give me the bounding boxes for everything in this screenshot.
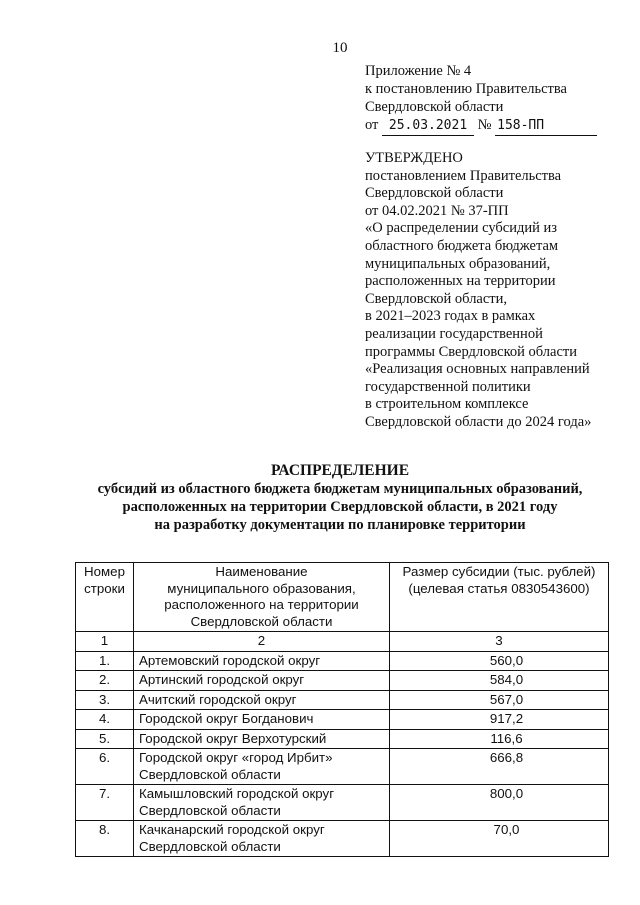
row-number: 3. bbox=[76, 690, 134, 710]
header-text: муниципального образования, bbox=[167, 580, 356, 596]
subsidy-amount: 666,8 bbox=[390, 749, 609, 785]
table-row bbox=[76, 671, 609, 691]
page-number: 10 bbox=[332, 40, 348, 56]
row-number: 2. bbox=[76, 671, 134, 691]
appendix-line-2: к постановлению Правительства bbox=[365, 81, 567, 97]
table-row bbox=[76, 690, 609, 710]
date-prefix: от bbox=[365, 117, 379, 133]
municipality-name bbox=[134, 821, 390, 857]
municipality-name bbox=[134, 690, 390, 710]
heading-line: субсидий из областного бюджета бюджетам муниципальных образований, bbox=[97, 481, 583, 497]
municipality-name bbox=[134, 671, 390, 691]
approved-line: расположенных на территории bbox=[365, 273, 556, 290]
approved-line: Свердловской области bbox=[365, 185, 504, 202]
approved-line: программы Свердловской области bbox=[365, 343, 578, 360]
row-number: 7. bbox=[76, 785, 134, 821]
header-row-number bbox=[76, 563, 134, 632]
approved-line: Свердловской области, bbox=[365, 290, 508, 307]
approved-line: областного бюджета бюджетам bbox=[365, 237, 559, 254]
municipality-name bbox=[134, 651, 390, 671]
name-line: Ачитский городской округ bbox=[139, 691, 297, 707]
name-line: Камышловский городской округ bbox=[139, 786, 335, 801]
subsidy-amount: 116,6 bbox=[390, 729, 609, 749]
table-header-row bbox=[76, 563, 609, 632]
subsidy-table bbox=[75, 562, 609, 857]
name-line: Свердловской области bbox=[139, 802, 281, 818]
subsidy-amount: 70,0 bbox=[390, 821, 609, 857]
approved-line: Свердловской области до 2024 года» bbox=[365, 413, 592, 430]
column-number: 1 bbox=[76, 632, 134, 652]
subsidy-amount: 917,2 bbox=[390, 710, 609, 730]
header-text: Размер субсидии (тыс. рублей) bbox=[402, 564, 596, 579]
table-row bbox=[76, 710, 609, 730]
appendix-date-line bbox=[365, 116, 597, 136]
approved-block bbox=[365, 150, 591, 432]
row-number: 6. bbox=[76, 749, 134, 785]
name-line: Свердловской области bbox=[139, 838, 281, 854]
resolution-date: 25.03.2021 bbox=[382, 117, 474, 136]
approved-line: в строительном комплексе bbox=[365, 396, 529, 413]
municipality-name bbox=[134, 710, 390, 730]
name-line: Артемовский городской округ bbox=[139, 652, 321, 668]
appendix-line-1: Приложение № 4 bbox=[365, 63, 472, 79]
row-number: 4. bbox=[76, 710, 134, 730]
table-row bbox=[76, 651, 609, 671]
row-number: 8. bbox=[76, 821, 134, 857]
column-number: 3 bbox=[390, 632, 609, 652]
subsidy-amount: 584,0 bbox=[390, 671, 609, 691]
municipality-name bbox=[134, 729, 390, 749]
approved-line: от 04.02.2021 № 37-ПП bbox=[365, 202, 509, 219]
approved-line: в 2021–2023 годах в рамках bbox=[365, 308, 536, 325]
row-number: 1. bbox=[76, 651, 134, 671]
header-text: Наименование bbox=[215, 564, 308, 579]
header-text: строки bbox=[84, 580, 125, 596]
name-line: Городской округ Верхотурский bbox=[139, 730, 327, 746]
header-text: Свердловской области bbox=[190, 613, 333, 629]
column-number-row bbox=[76, 632, 609, 652]
municipality-name bbox=[134, 749, 390, 785]
number-prefix: № bbox=[477, 117, 492, 133]
name-line: Городской округ Богданович bbox=[139, 711, 314, 726]
approved-line: муниципальных образований, bbox=[365, 255, 551, 272]
name-line: Свердловской области bbox=[139, 766, 281, 782]
subsidy-amount: 800,0 bbox=[390, 785, 609, 821]
municipality-name bbox=[134, 785, 390, 821]
table-row bbox=[76, 729, 609, 749]
header-amount bbox=[390, 563, 609, 632]
subsidy-amount: 560,0 bbox=[390, 651, 609, 671]
appendix-line-3: Свердловской области bbox=[365, 99, 504, 115]
resolution-number: 158-ПП bbox=[495, 117, 597, 136]
approved-line: государственной политики bbox=[365, 378, 531, 395]
approved-line: реализации государственной bbox=[365, 325, 543, 342]
heading-line: на разработку документации по планировке территории bbox=[154, 517, 526, 533]
approved-line: постановлением Правительства bbox=[365, 167, 562, 184]
column-number: 2 bbox=[134, 632, 390, 652]
table-row bbox=[76, 785, 609, 821]
approved-line: «Реализация основных направлений bbox=[365, 361, 590, 378]
row-number: 5. bbox=[76, 729, 134, 749]
appendix-block bbox=[365, 62, 597, 136]
header-municipality bbox=[134, 563, 390, 632]
header-text: Номер bbox=[84, 564, 125, 579]
approved-line: «О распределении субсидий из bbox=[365, 220, 557, 237]
name-line: Качканарский городской округ bbox=[139, 822, 325, 837]
name-line: Артинский городской округ bbox=[139, 672, 305, 687]
heading-title: РАСПРЕДЕЛЕНИЕ bbox=[270, 462, 410, 479]
header-text: (целевая статья 0830543600) bbox=[408, 580, 590, 596]
name-line: Городской округ «город Ирбит» bbox=[139, 750, 333, 765]
approved-title: УТВЕРЖДЕНО bbox=[365, 150, 463, 166]
subsidy-amount: 567,0 bbox=[390, 690, 609, 710]
header-text: расположенного на территории bbox=[164, 597, 359, 612]
table-row bbox=[76, 749, 609, 785]
heading-line: расположенных на территории Свердловской области, в 2021 году bbox=[122, 499, 558, 515]
document-heading bbox=[30, 462, 640, 534]
table-row bbox=[76, 821, 609, 857]
